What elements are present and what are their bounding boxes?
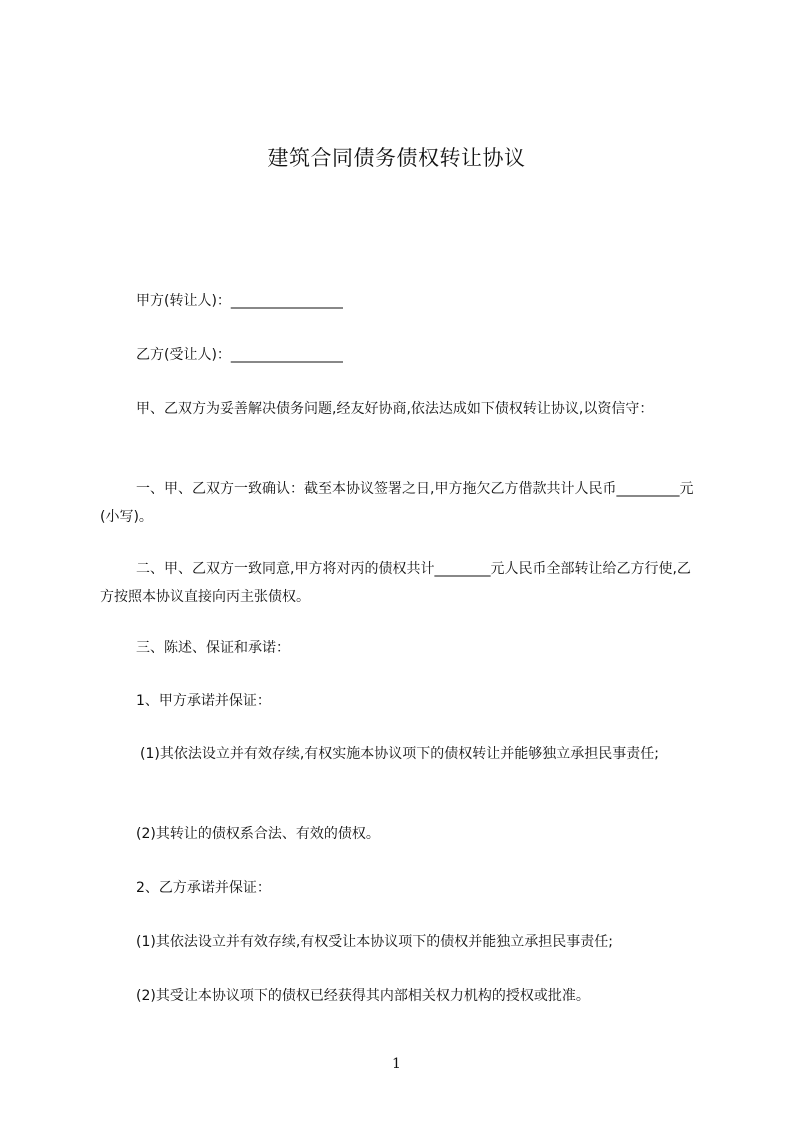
clause-2-paragraph: 二、甲、乙双方一致同意,甲方将对丙的债权共计________元人民币全部转让给乙方行使,乙方按照本协议直接向丙主张债权。 (100, 561, 691, 605)
party-a-warranty-heading: 1、甲方承诺并保证： (136, 693, 271, 709)
clause-3-heading: 三、陈述、保证和承诺： (136, 640, 290, 656)
party-a-warranty-item-2: (2)其转让的债权系合法、有效的债权。 (136, 826, 380, 842)
party-a-line: 甲方(转让人)：________________ (136, 293, 343, 309)
document-title: 建筑合同债务债权转让协议 (267, 146, 526, 170)
party-b-warranty-heading: 2、乙方承诺并保证： (136, 880, 271, 896)
page-number: 1 (392, 1056, 401, 1072)
clause-1-paragraph: 一、甲、乙双方一致确认：截至本协议签署之日,甲方拖欠乙方借款共计人民币_________元(小写)。 (100, 481, 694, 525)
party-b-warranty-item-2: (2)其受让本协议项下的债权已经获得其内部相关权力机构的授权或批准。 (136, 988, 590, 1004)
preamble-paragraph: 甲、乙双方为妥善解决债务问题,经友好协商,依法达成如下债权转让协议,以资信守： (136, 401, 654, 417)
party-b-line: 乙方(受让人)：________________ (136, 347, 343, 363)
party-b-warranty-item-1: (1)其依法设立并有效存续,有权受让本协议项下的债权并能独立承担民事责任; (136, 934, 613, 950)
party-a-warranty-item-1: (1)其依法设立并有效存续,有权实施本协议项下的债权转让并能够独立承担民事责任; (140, 746, 659, 762)
